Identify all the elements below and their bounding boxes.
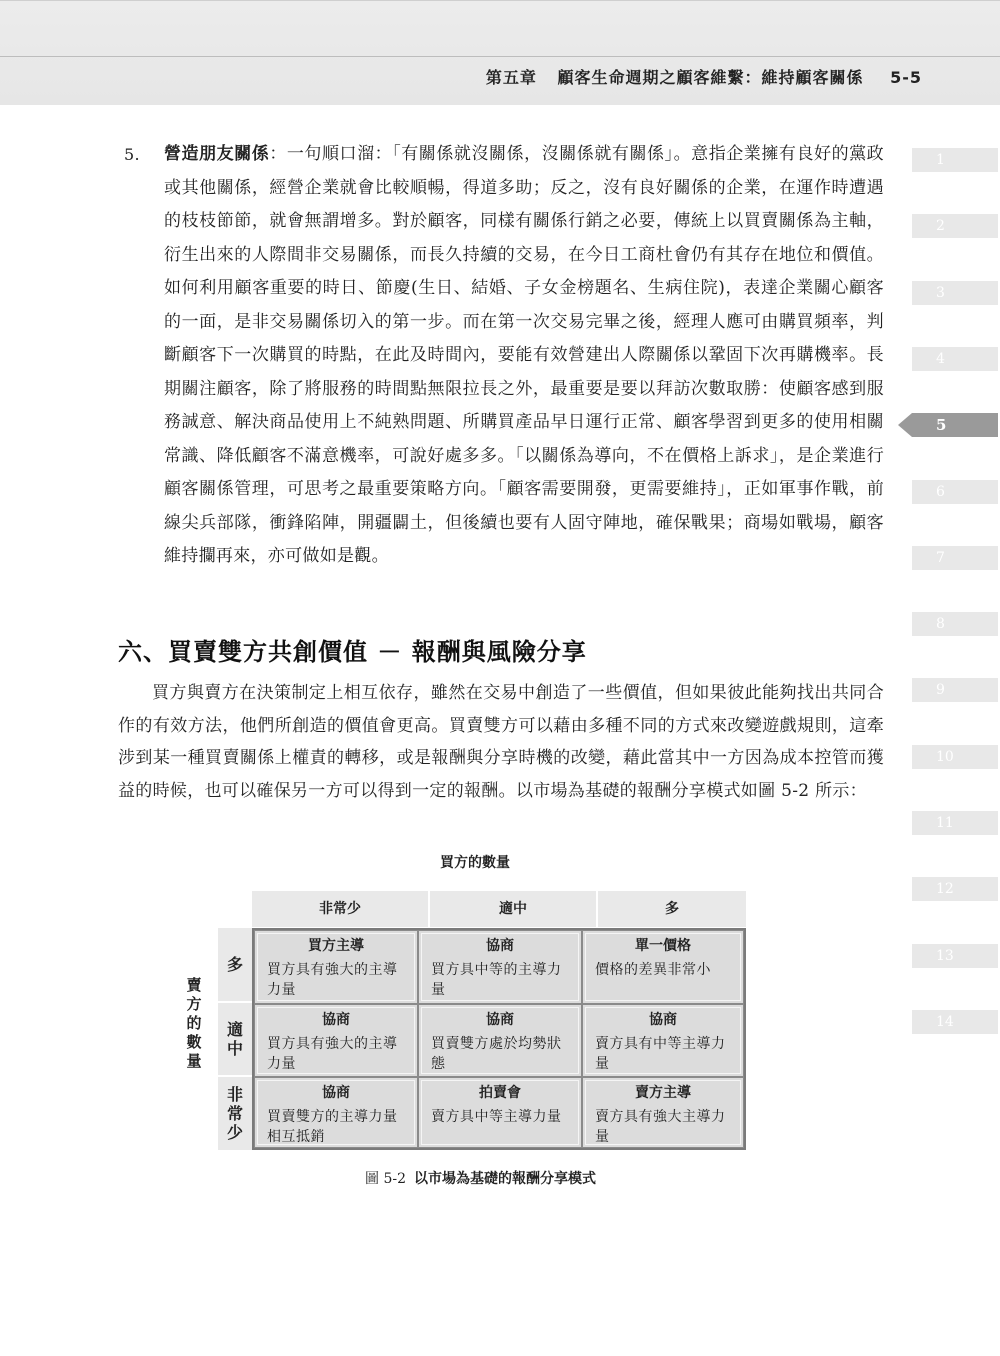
figure-top-axis-label: 買方的數量	[440, 855, 510, 871]
cell-title: 協商	[649, 1012, 677, 1028]
chapter-tab-11[interactable]: 11	[912, 811, 998, 835]
cell-desc: 賣方具中等主導力量	[431, 1109, 562, 1125]
column-header-many: 多	[598, 891, 746, 927]
cell-desc: 買賣雙方的主導力量相互抵銷	[267, 1109, 398, 1145]
row-header-many: 多	[218, 928, 252, 1001]
chapter-tab-10[interactable]: 10	[912, 745, 998, 769]
page-number: 5-5	[890, 68, 922, 87]
row-header-moderate: 適 中	[218, 1003, 252, 1075]
cell-desc: 賣方具有中等主導力量	[595, 1036, 726, 1072]
matrix-cell	[254, 1004, 418, 1077]
cell-title: 單一價格	[635, 938, 691, 954]
cell-desc: 賣方具有強大主導力量	[595, 1109, 726, 1145]
header-rule	[0, 56, 1000, 57]
chapter-label: 第五章	[485, 68, 537, 87]
item-number: 5.	[124, 145, 140, 164]
running-head	[486, 65, 922, 88]
cell-title: 協商	[322, 1085, 350, 1101]
cell-title: 賣方主導	[635, 1085, 691, 1101]
cell-title: 拍賣會	[479, 1085, 521, 1101]
cell-title: 協商	[486, 1012, 514, 1028]
cell-desc: 買方具中等的主導力量	[431, 962, 562, 998]
matrix-cell	[582, 1077, 744, 1148]
cell-desc: 買方具有強大的主導力量	[267, 962, 398, 998]
cell-title: 協商	[486, 938, 514, 954]
chapter-tab-4[interactable]: 4	[912, 347, 998, 371]
page-header	[0, 0, 1000, 105]
matrix-cell	[418, 1077, 582, 1148]
chapter-tab-3[interactable]: 3	[912, 281, 998, 305]
item-lead: 營造朋友關係	[164, 144, 270, 164]
matrix-cell	[254, 930, 418, 1004]
figure-left-axis-label: 賣 方 的 數 量	[186, 976, 202, 1070]
cell-desc: 買方具有強大的主導力量	[267, 1036, 398, 1072]
figure-caption	[365, 1168, 596, 1188]
matrix-cell	[418, 1004, 582, 1077]
chapter-tab-8[interactable]: 8	[912, 612, 998, 636]
chapter-tab-5[interactable]: 5	[912, 413, 998, 437]
cell-title: 買方主導	[308, 938, 364, 954]
item-body	[164, 138, 884, 574]
figure-number: 圖 5-2	[365, 1171, 406, 1187]
chapter-tab-1[interactable]: 1	[912, 148, 998, 172]
column-header-few: 非常少	[252, 891, 428, 927]
item-text: ：一句順口溜：「有關係就沒關係，沒關係就有關係」。意指企業擁有良好的黨政或其他關係，經營企業就會比較順暢，得道多助；反之，沒有良好關係的企業，在運作時遭遇的枝枝節節，就會無謂增多。對於顧客，同樣有關係行銷之必要，傳統上以買賣關係為主軸，衍生出來的人際間非交易關係，而長久持續的交易，在今日工商杜會仍有其存在地位和價值。如何利用顧客重要的時日、節慶(生日、結婚、子女金榜題名、生病住院)，表達企業關心顧客的一面，是非交易關係切入的第一步。而在第一次交易完畢之後，經理人應可由購買頻率，判斷顧客下一次購買的時點，在此及時間內，要能有效營建出人際關係以鞏固下次再購機率。長期關注顧客，除了將服務的時間點無限拉長之外，最重要是要以拜訪次數取勝：使顧客感到服務誠意、解決商品使用上不純熟問題、所購買產品早日運行正常、顧客學習到更多的使用相關常識、降低顧客不滿意機率，可說好處多多。「以關係為導向，不在價格上訴求」，是企業進行顧客關係管理，可思考之最重要策略方向。「顧客需要開發，更需要維持」，正如軍事作戰，前線尖兵部隊，衝鋒陷陣，開疆闢土，但後續也要有人固守陣地，確保戰果；商場如戰場，顧客維持攔再來，亦可做如是觀。	[164, 144, 884, 566]
matrix-cell	[254, 1077, 418, 1148]
chapter-tab-6[interactable]: 6	[912, 480, 998, 504]
list-item-5	[124, 138, 884, 574]
section-heading: 六、買賣雙方共創價值 － 報酬與風險分享	[118, 638, 587, 666]
figure-caption-text: 以市場為基礎的報酬分享模式	[414, 1171, 596, 1187]
reward-sharing-matrix	[252, 928, 746, 1150]
chapter-title: 顧客生命週期之顧客維繫：維持顧客關係	[557, 68, 864, 87]
matrix-cell	[582, 930, 744, 1004]
cell-title: 協商	[322, 1012, 350, 1028]
chapter-tab-13[interactable]: 13	[912, 944, 998, 968]
chapter-tab-14[interactable]: 14	[912, 1010, 998, 1034]
matrix-cell	[418, 930, 582, 1004]
chapter-tab-12[interactable]: 12	[912, 877, 998, 901]
cell-desc: 價格的差異非常小	[595, 962, 711, 978]
row-header-few: 非 常 少	[218, 1077, 252, 1150]
column-header-moderate: 適中	[430, 891, 596, 927]
chapter-tab-7[interactable]: 7	[912, 546, 998, 570]
matrix-cell	[582, 1004, 744, 1077]
cell-desc: 買賣雙方處於均勢狀態	[431, 1036, 562, 1072]
section-paragraph: 買方與賣方在決策制定上相互依存，雖然在交易中創造了一些價值，但如果彼此能夠找出共同合作的有效方法，他們所創造的價值會更高。買賣雙方可以藉由多種不同的方式來改變遊戲規則，這牽涉到某一種買賣關係上權責的轉移，或是報酬與分享時機的改變，藉此當其中一方因為成本控管而獲益的時候，也可以確保另一方可以得到一定的報酬。以市場為基礎的報酬分享模式如圖 5-2 所示：	[118, 683, 884, 801]
chapter-tab-2[interactable]: 2	[912, 214, 998, 238]
chapter-tab-9[interactable]: 9	[912, 678, 998, 702]
